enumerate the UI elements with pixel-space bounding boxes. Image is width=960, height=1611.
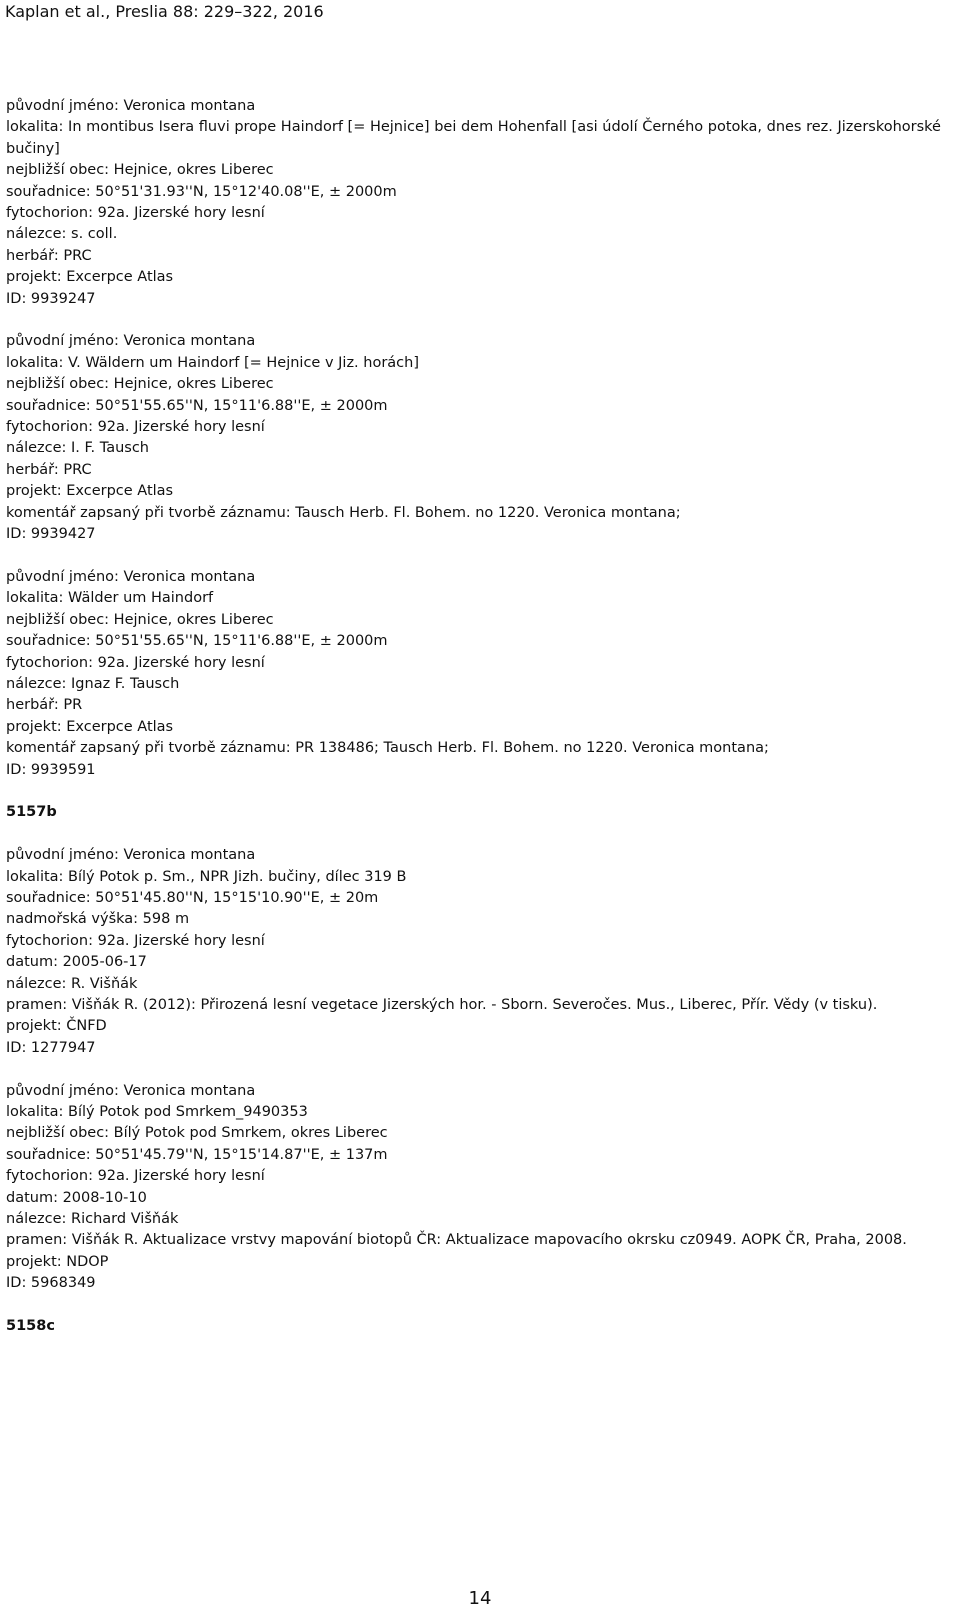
record-line: lokalita: Bílý Potok p. Sm., NPR Jizh. bučiny, dílec 319 B xyxy=(6,868,407,885)
record-line: lokalita: V. Wäldern um Haindorf [= Hejnice v Jiz. horách] xyxy=(6,354,419,371)
record-line: datum: 2008-10-10 xyxy=(6,1189,147,1206)
record-line: původní jméno: Veronica montana xyxy=(6,98,256,114)
record-line: projekt: Excerpce Atlas xyxy=(6,718,174,735)
section-heading-5158c: 5158c xyxy=(6,1318,55,1335)
record-line: fytochorion: 92a. Jizerské hory lesní xyxy=(6,932,265,949)
document-body xyxy=(6,96,946,1359)
record-line: projekt: ČNFD xyxy=(6,1018,107,1035)
record-line: pramen: Višňák R. (2012): Přirozená lesní vegetace Jizerských hor. - Sborn. Severočes. Mus., Liberec, Přír. Vědy (v tisku). xyxy=(6,997,878,1013)
record-line: souřadnice: 50°51'45.80''N, 15°15'10.90''E, ± 20m xyxy=(6,889,379,906)
record-line: ID: 1277947 xyxy=(6,1039,96,1056)
record-line: souřadnice: 50°51'31.93''N, 15°12'40.08''E, ± 2000m xyxy=(6,183,397,200)
record-line: datum: 2005-06-17 xyxy=(6,954,147,971)
record-line: ID: 9939591 xyxy=(6,761,96,778)
record-line: původní jméno: Veronica montana xyxy=(6,847,256,864)
record-line: lokalita: In montibus Isera fluvi prope Haindorf [= Hejnice] bei dem Hohenfall [asi údolí Černého potoka, dnes rez. Jizerskohorské bučiny] xyxy=(6,119,941,157)
record-line: ID: 9939427 xyxy=(6,526,96,543)
record-line: komentář zapsaný při tvorbě záznamu: Tausch Herb. Fl. Bohem. no 1220. Veronica montana; xyxy=(6,504,681,521)
record-line: nálezce: I. F. Tausch xyxy=(6,440,149,457)
record-line: ID: 5968349 xyxy=(6,1275,96,1292)
record-line: nálezce: R. Višňák xyxy=(6,975,138,992)
record xyxy=(6,567,946,781)
record-line: lokalita: Bílý Potok pod Smrkem_9490353 xyxy=(6,1104,308,1121)
record-line: původní jméno: Veronica montana xyxy=(6,1082,256,1099)
record-line: herbář: PRC xyxy=(6,247,92,264)
record-line: herbář: PRC xyxy=(6,461,92,478)
record-line: nejbližší obec: Hejnice, okres Liberec xyxy=(6,611,274,628)
record xyxy=(6,845,946,1059)
record-line: nálezce: s. coll. xyxy=(6,226,118,243)
record-line: nejbližší obec: Hejnice, okres Liberec xyxy=(6,376,274,393)
record-line: fytochorion: 92a. Jizerské hory lesní xyxy=(6,205,265,222)
record xyxy=(6,96,946,310)
page-number: 14 xyxy=(468,1588,492,1609)
record-line: lokalita: Wälder um Haindorf xyxy=(6,590,214,607)
record-line: fytochorion: 92a. Jizerské hory lesní xyxy=(6,419,265,436)
record-line: původní jméno: Veronica montana xyxy=(6,333,256,350)
record-line: projekt: Excerpce Atlas xyxy=(6,483,174,500)
record-line: původní jméno: Veronica montana xyxy=(6,568,256,585)
record-line: nálezce: Richard Višňák xyxy=(6,1211,179,1228)
record-line: projekt: Excerpce Atlas xyxy=(6,269,174,286)
record-line: souřadnice: 50°51'55.65''N, 15°11'6.88''E, ± 2000m xyxy=(6,633,388,650)
record-line: ID: 9939247 xyxy=(6,290,96,307)
record-line: souřadnice: 50°51'45.79''N, 15°15'14.87''E, ± 137m xyxy=(6,1146,388,1163)
running-header: Kaplan et al., Preslia 88: 229–322, 2016 xyxy=(5,2,324,21)
record-line: nejbližší obec: Bílý Potok pod Smrkem, okres Liberec xyxy=(6,1125,388,1142)
record-line: fytochorion: 92a. Jizerské hory lesní xyxy=(6,654,265,671)
record-line: souřadnice: 50°51'55.65''N, 15°11'6.88''E, ± 2000m xyxy=(6,397,388,414)
record-line: nálezce: Ignaz F. Tausch xyxy=(6,675,180,692)
record-line: fytochorion: 92a. Jizerské hory lesní xyxy=(6,1168,265,1185)
record xyxy=(6,331,946,545)
section-heading-5157b: 5157b xyxy=(6,804,57,821)
record-line: herbář: PR xyxy=(6,697,83,714)
record-line: pramen: Višňák R. Aktualizace vrstvy mapování biotopů ČR: Aktualizace mapovacího okrsku cz0949. AOPK ČR, Praha, 2008. xyxy=(6,1232,907,1249)
record xyxy=(6,1081,946,1295)
record-line: nejbližší obec: Hejnice, okres Liberec xyxy=(6,162,274,179)
record-line: projekt: NDOP xyxy=(6,1253,109,1270)
record-line: komentář zapsaný při tvorbě záznamu: PR 138486; Tausch Herb. Fl. Bohem. no 1220. Veronica montana; xyxy=(6,740,769,757)
record-line: nadmořská výška: 598 m xyxy=(6,911,190,928)
